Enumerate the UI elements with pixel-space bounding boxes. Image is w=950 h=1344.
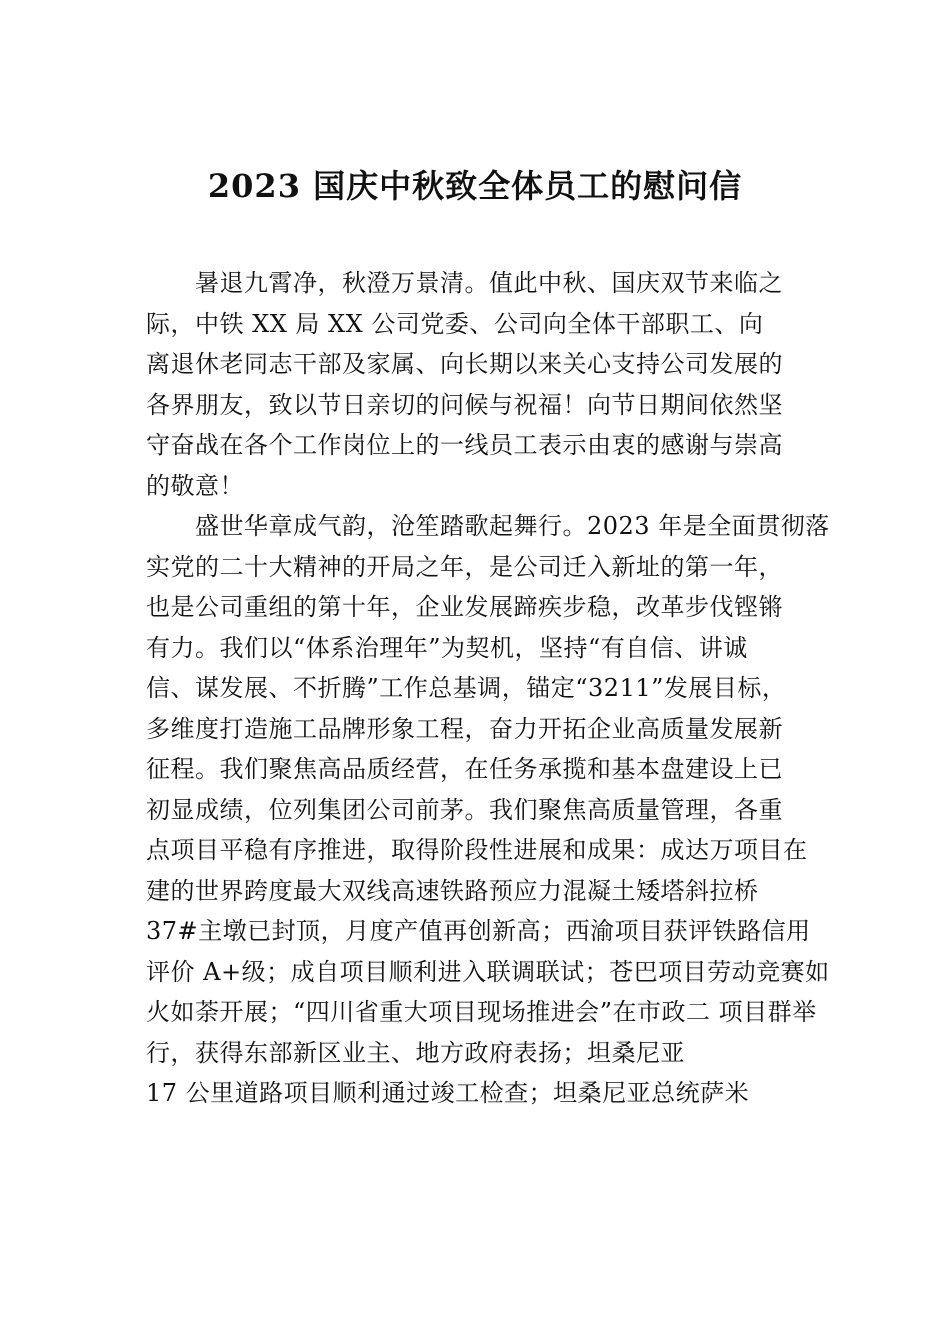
paragraph-1 xyxy=(146,263,836,506)
text-line: 评价 A+级；成自项目顺利进入联调联试；苍巴项目劳动竞赛如 xyxy=(146,957,830,986)
text-line: 的敬意！ xyxy=(146,471,244,500)
text-line: 点项目平稳有序推进，取得阶段性进展和成果：成达万项目在 xyxy=(146,836,808,864)
text-line: 信、谋发展、不折腾”工作总基调，锚定“3211”发展目标， xyxy=(146,674,787,702)
text-line: 也是公司重组的第十年，企业发展蹄疾步稳，改革步伐铿锵 xyxy=(146,593,783,621)
text-line: 离退休老同志干部及家属、向长期以来关心支持公司发展的 xyxy=(146,350,783,378)
text-line: 际，中铁 XX 局 XX 公司党委、公司向全体干部职工、向 xyxy=(146,309,764,338)
text-line: 实党的二十大精神的开局之年，是公司迁入新址的第一年， xyxy=(146,552,783,581)
text-line: 37#主墩已封顶，月度产值再创新高；西渝项目获评铁路信用 xyxy=(146,917,811,945)
text-line: 暑退九霄净，秋澄万景清。值此中秋、国庆双节来临之 xyxy=(195,269,783,297)
text-line: 行，获得东部新区业主、地方政府表扬；坦桑尼亚 xyxy=(146,1038,685,1067)
document-title: 2023 国庆中秋致全体员工的慰问信 xyxy=(207,167,743,205)
paragraph-2 xyxy=(146,506,836,1114)
document-body xyxy=(146,263,836,1114)
text-line: 守奋战在各个工作岗位上的一线员工表示由衷的感谢与崇高 xyxy=(146,431,783,459)
text-line: 17 公里道路项目顺利通过竣工检查；坦桑尼亚总统萨米 xyxy=(146,1079,750,1107)
text-line: 初显成绩，位列集团公司前茅。我们聚焦高质量管理，各重 xyxy=(146,795,783,824)
text-line: 建的世界跨度最大双线高速铁路预应力混凝土矮塔斜拉桥 xyxy=(146,876,759,905)
text-line: 盛世华章成气韵，沧笙踏歌起舞行。2023 年是全面贯彻落 xyxy=(195,512,830,540)
text-line: 有力。我们以“体系治理年”为契机，坚持“有自信、讲诚 xyxy=(146,633,748,662)
text-line: 多维度打造施工品牌形象工程，奋力开拓企业高质量发展新 xyxy=(146,714,783,743)
text-line: 各界朋友，致以节日亲切的问候与祝福！向节日期间依然坚 xyxy=(146,390,783,419)
text-line: 征程。我们聚焦高品质经营，在任务承揽和基本盘建设上已 xyxy=(146,755,783,783)
text-line: 火如荼开展；“四川省重大项目现场推进会”在市政二 项目群举 xyxy=(146,998,817,1026)
